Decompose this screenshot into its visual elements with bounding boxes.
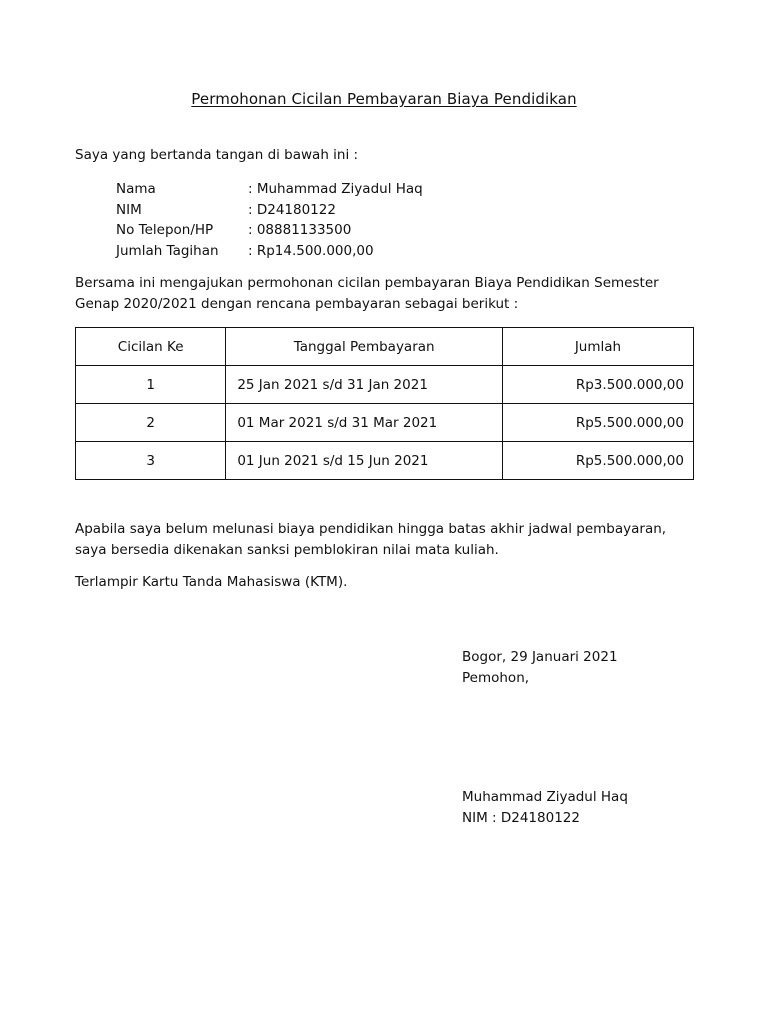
- attachment-note: Terlampir Kartu Tanda Mahasiswa (KTM).: [75, 574, 348, 590]
- document-title: Permohonan Cicilan Pembayaran Biaya Pendidikan: [191, 90, 577, 108]
- field-label: No Telepon/HP: [116, 222, 214, 238]
- field-label: NIM: [116, 201, 142, 218]
- table-cell: 1: [76, 366, 226, 404]
- table-header-row: [76, 328, 694, 366]
- signer-role: Pemohon,: [462, 669, 530, 686]
- sanction-paragraph: Apabila saya belum melunasi biaya pendidikan hingga batas akhir jadwal pembayaran, saya bersedia dikenakan sanksi pemblokiran nilai mata kuliah.: [75, 521, 667, 558]
- field-row-nim: [116, 200, 423, 221]
- signer-name: Muhammad Ziyadul Haq: [462, 789, 628, 805]
- field-value: : D24180122: [248, 201, 336, 218]
- field-label: Nama: [116, 181, 156, 197]
- signature-footer: [462, 787, 628, 828]
- field-row-telepon: [116, 220, 423, 241]
- column-header: Cicilan Ke: [76, 328, 226, 366]
- table-cell: Rp3.500.000,00: [502, 366, 693, 404]
- table-cell: 3: [76, 442, 226, 480]
- table-row: [76, 404, 694, 442]
- request-paragraph: Bersama ini mengajukan permohonan cicilan pembayaran Biaya Pendidikan Semester Genap 2020/2021 dengan rencana pembayaran sebagai berikut :: [75, 275, 659, 312]
- signer-nim: NIM : D24180122: [462, 809, 580, 826]
- field-value: : Muhammad Ziyadul Haq: [248, 181, 423, 197]
- applicant-fields: [116, 179, 423, 261]
- table-cell: 25 Jan 2021 s/d 31 Jan 2021: [226, 366, 503, 404]
- place-date: Bogor, 29 Januari 2021: [462, 649, 618, 665]
- table-cell: 01 Mar 2021 s/d 31 Mar 2021: [226, 404, 503, 442]
- installment-table: [75, 327, 694, 480]
- table-cell: 2: [76, 404, 226, 442]
- field-row-nama: [116, 179, 423, 200]
- table-cell: Rp5.500.000,00: [502, 442, 693, 480]
- table-cell: 01 Jun 2021 s/d 15 Jun 2021: [226, 442, 503, 480]
- column-header: Jumlah: [502, 328, 693, 366]
- field-label: Jumlah Tagihan: [116, 242, 219, 259]
- table-cell: Rp5.500.000,00: [502, 404, 693, 442]
- signature-header: [462, 647, 618, 688]
- field-row-tagihan: [116, 241, 423, 262]
- intro-text: Saya yang bertanda tangan di bawah ini :: [75, 147, 359, 163]
- table-row: [76, 366, 694, 404]
- column-header: Tanggal Pembayaran: [226, 328, 503, 366]
- field-value: : 08881133500: [248, 222, 352, 238]
- field-value: : Rp14.500.000,00: [248, 242, 374, 259]
- table-row: [76, 442, 694, 480]
